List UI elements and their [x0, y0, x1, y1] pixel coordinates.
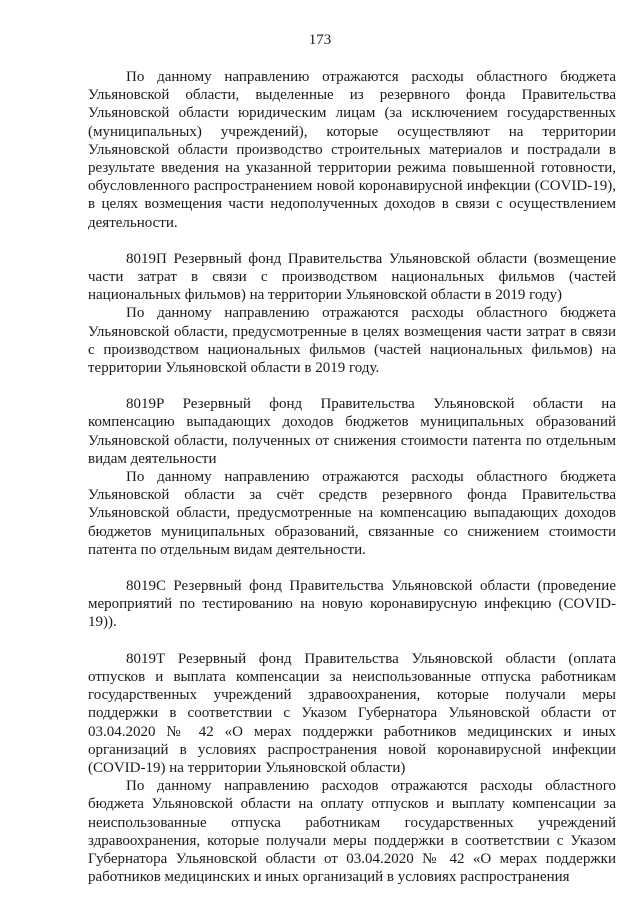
section-gap [88, 559, 616, 577]
heading-8019t: 8019Т Резервный фонд Правительства Ульяновской области (оплата отпусков и выплата компенсации за неиспользованные отпуска работникам государственных учреждений здравоохранения, которые получали меры поддержки в соответствии с Указом Губернатора Ульяновской области от 03.04.2020 № 42 «О мерах поддержки работников медицинских и иных организаций в условиях распространения новой коронавирусной инфекции (COVID-19) на территории Ульяновской области) [88, 650, 616, 776]
heading-8019r: 8019Р Резервный фонд Правительства Ульяновской области на компенсацию выпадающих доходов бюджетов муниципальных образований Ульяновской области, полученных от снижения стоимости патента по отдельным видам деятельности [88, 396, 616, 467]
page-number: 173 [308, 32, 332, 48]
paragraph-8019t-description: По данному направлению расходов отражаются расходы областного бюджета Ульяновской области на оплату отпусков и выплату компенсации за неиспользованные отпуска работникам государственных учреждений здравоохранения, которые получали меры поддержки в соответствии с Указом Губернатора Ульяновской области от 03.04.2020 № 42 «О мерах поддержки работников медицинских и иных организаций в условиях распространения [88, 778, 616, 886]
paragraph-covid-construction-expenses: По данному направлению отражаются расходы областного бюджета Ульяновской области, выделенные из резервного фонда Правительства Ульяновской области юридическим лицам (за исключением государственных (муниципальных) учреждений), которые осуществляют на территории Ульяновской области производство строительных материалов и пострадали в результате введения на указанной территории режима повышенной готовности, обусловленного распространением новой коронавирусной инфекции (COVID-19), в целях возмещения части недополученных доходов в связи с осуществлением деятельности. [88, 69, 616, 231]
section-gap [88, 232, 616, 250]
heading-8019p: 8019П Резервный фонд Правительства Ульяновской области (возмещение части затрат в связи с производством национальных фильмов (частей национальных фильмов) на территории Ульяновской области в 2019 году) [88, 250, 616, 304]
section-gap [88, 632, 616, 650]
document-body [88, 68, 616, 886]
heading-8019s: 8019С Резервный фонд Правительства Ульяновской области (проведение мероприятий по тестированию на новую коронавирусную инфекцию (COVID-19)). [88, 578, 616, 631]
section-gap [88, 377, 616, 395]
paragraph-8019r-description: По данному направлению отражаются расходы областного бюджета Ульяновской области за счёт средств резервного фонда Правительства Ульяновской области, предусмотренные на компенсацию выпадающих доходов бюджетов муниципальных образований, связанные со снижением стоимости патента по отдельным видам деятельности. [88, 469, 616, 558]
paragraph-8019p-description: По данному направлению отражаются расходы областного бюджета Ульяновской области, предусмотренные в целях возмещения части затрат в связи с производством национальных фильмов (частей национальных фильмов) на территории Ульяновской области в 2019 году. [88, 305, 616, 377]
